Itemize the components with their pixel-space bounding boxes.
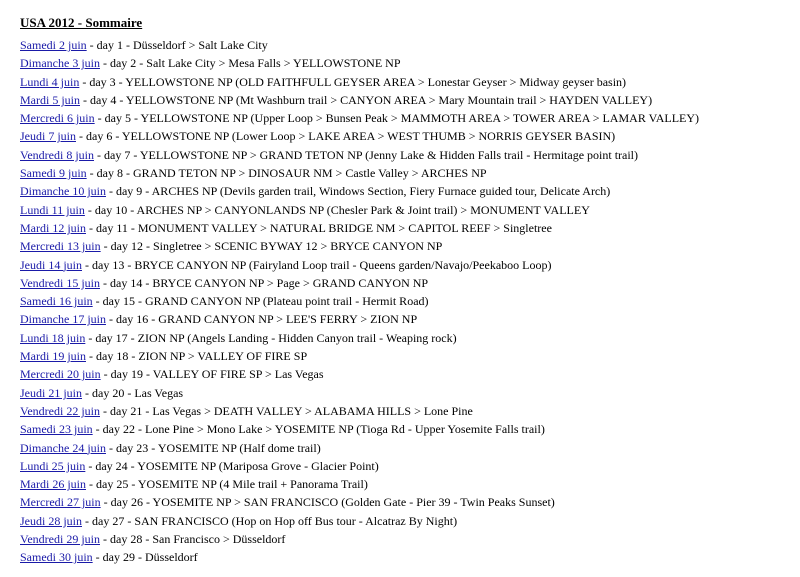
day-description: day 11 - MONUMENT VALLEY > NATURAL BRIDGE NM > CAPITOL REEF > Singletree (96, 220, 552, 235)
day-link[interactable]: Dimanche 3 juin (20, 56, 100, 71)
separator: - (86, 166, 97, 181)
itinerary-list (20, 36, 790, 567)
itinerary-entry (20, 384, 790, 402)
day-description: day 15 - GRAND CANYON NP (Plateau point trail - Hermit Road) (102, 294, 429, 309)
day-description: day 18 - ZION NP > VALLEY OF FIRE SP (96, 349, 308, 364)
separator: - (82, 257, 92, 272)
day-description: day 29 - Düsseldorf (102, 550, 198, 565)
separator: - (92, 294, 103, 309)
day-description: day 5 - YELLOWSTONE NP (Upper Loop > Bunsen Peak > MAMMOTH AREA > TOWER AREA > LAMAR VALLEY) (104, 111, 700, 126)
separator: - (92, 422, 103, 437)
itinerary-entry (20, 310, 790, 328)
day-link[interactable]: Lundi 11 juin (20, 202, 85, 217)
separator: - (100, 532, 110, 547)
separator: - (86, 38, 97, 52)
day-description: day 1 - Düsseldorf > Salt Lake City (96, 38, 268, 52)
separator: - (79, 74, 90, 89)
itinerary-entry (20, 219, 790, 237)
day-link[interactable]: Mardi 19 juin (20, 349, 86, 364)
day-description: day 28 - San Francisco > Düsseldorf (110, 532, 286, 547)
itinerary-entry (20, 475, 790, 493)
day-link[interactable]: Samedi 30 juin (20, 550, 93, 565)
separator: - (86, 349, 96, 364)
itinerary-entry (20, 91, 790, 109)
day-description: day 25 - YOSEMITE NP (4 Mile trail + Panorama Trail) (96, 477, 368, 492)
day-link[interactable]: Jeudi 21 juin (20, 385, 82, 400)
day-description: day 6 - YELLOWSTONE NP (Lower Loop > LAKE AREA > WEST THUMB > NORRIS GEYSER BASIN) (86, 129, 616, 144)
separator: - (86, 220, 96, 235)
separator: - (82, 385, 92, 400)
itinerary-entry (20, 457, 790, 475)
day-link[interactable]: Mercredi 20 juin (20, 367, 101, 382)
itinerary-entry (20, 164, 790, 182)
separator: - (94, 111, 105, 126)
itinerary-entry (20, 347, 790, 365)
itinerary-entry (20, 292, 790, 310)
itinerary-entry (20, 109, 790, 127)
day-link[interactable]: Lundi 25 juin (20, 458, 86, 473)
day-link[interactable]: Vendredi 15 juin (20, 275, 100, 290)
separator: - (100, 239, 111, 254)
itinerary-entry (20, 54, 790, 72)
day-description: day 17 - ZION NP (Angels Landing - Hidden Canyon trail - Weaping rock) (95, 330, 457, 345)
itinerary-entry (20, 182, 790, 200)
day-description: day 9 - ARCHES NP (Devils garden trail, Windows Section, Fiery Furnace guided tour, Delicate Arch) (115, 184, 611, 199)
day-description: day 3 - YELLOWSTONE NP (OLD FAITHFULL GEYSER AREA > Lonestar Geyser > Midway geyser basin) (89, 74, 627, 89)
day-description: day 21 - Las Vegas > DEATH VALLEY > ALABAMA HILLS > Lone Pine (110, 403, 473, 418)
day-link[interactable]: Dimanche 10 juin (20, 184, 106, 199)
day-link[interactable]: Lundi 4 juin (20, 74, 80, 89)
separator: - (76, 129, 86, 144)
itinerary-entry (20, 274, 790, 292)
day-link[interactable]: Samedi 23 juin (20, 422, 93, 437)
day-link[interactable]: Jeudi 14 juin (20, 257, 82, 272)
day-link[interactable]: Samedi 2 juin (20, 38, 87, 52)
day-link[interactable]: Lundi 18 juin (20, 330, 86, 345)
day-link[interactable]: Vendredi 22 juin (20, 403, 100, 418)
day-link[interactable]: Dimanche 17 juin (20, 312, 106, 327)
separator: - (85, 330, 96, 345)
day-link[interactable]: Mercredi 13 juin (20, 239, 101, 254)
itinerary-entry (20, 201, 790, 219)
day-link[interactable]: Samedi 16 juin (20, 294, 93, 309)
separator: - (80, 92, 90, 107)
day-link[interactable]: Samedi 9 juin (20, 166, 87, 181)
itinerary-entry (20, 548, 790, 566)
day-description: day 12 - Singletree > SCENIC BYWAY 12 > BRYCE CANYON NP (110, 239, 443, 254)
day-link[interactable]: Mercredi 27 juin (20, 495, 101, 510)
itinerary-entry (20, 420, 790, 438)
day-description: day 14 - BRYCE CANYON NP > Page > GRAND CANYON NP (110, 275, 429, 290)
separator: - (86, 477, 96, 492)
separator: - (100, 403, 110, 418)
day-description: day 13 - BRYCE CANYON NP (Fairyland Loop trail - Queens garden/Navajo/Peekaboo Loop) (92, 257, 552, 272)
day-link[interactable]: Mardi 5 juin (20, 92, 80, 107)
separator: - (100, 275, 110, 290)
day-link[interactable]: Vendredi 29 juin (20, 532, 100, 547)
day-description: day 22 - Lone Pine > Mono Lake > YOSEMITE NP (Tioga Rd - Upper Yosemite Falls trail) (102, 422, 545, 437)
separator: - (85, 458, 96, 473)
separator: - (100, 367, 111, 382)
day-link[interactable]: Jeudi 28 juin (20, 513, 82, 528)
separator: - (82, 513, 92, 528)
day-description: day 8 - GRAND TETON NP > DINOSAUR NM > Castle Valley > ARCHES NP (96, 166, 487, 181)
itinerary-entry (20, 439, 790, 457)
day-description: day 4 - YELLOWSTONE NP (Mt Washburn trail > CANYON AREA > Mary Mountain trail > HAYDEN VALLEY) (90, 92, 653, 107)
separator: - (94, 147, 104, 162)
day-description: day 26 - YOSEMITE NP > SAN FRANCISCO (Golden Gate - Pier 39 - Twin Peaks Sunset) (110, 495, 555, 510)
day-link[interactable]: Mardi 26 juin (20, 477, 86, 492)
itinerary-entry (20, 36, 790, 54)
separator: - (105, 184, 116, 199)
itinerary-entry (20, 127, 790, 145)
day-link[interactable]: Mardi 12 juin (20, 220, 86, 235)
itinerary-entry (20, 512, 790, 530)
separator: - (99, 56, 110, 71)
itinerary-entry (20, 329, 790, 347)
itinerary-entry (20, 365, 790, 383)
itinerary-entry (20, 146, 790, 164)
separator: - (105, 312, 116, 327)
separator: - (105, 440, 116, 455)
day-description: day 24 - YOSEMITE NP (Mariposa Grove - Glacier Point) (95, 458, 379, 473)
day-link[interactable]: Dimanche 24 juin (20, 440, 106, 455)
day-description: day 16 - GRAND CANYON NP > LEE'S FERRY > ZION NP (115, 312, 418, 327)
itinerary-entry (20, 256, 790, 274)
page-title: USA 2012 - Sommaire (20, 15, 143, 30)
itinerary-entry (20, 402, 790, 420)
itinerary-entry (20, 493, 790, 511)
day-description: day 27 - SAN FRANCISCO (Hop on Hop off Bus tour - Alcatraz By Night) (92, 513, 458, 528)
separator: - (84, 202, 95, 217)
day-description: day 20 - Las Vegas (92, 385, 184, 400)
day-link[interactable]: Jeudi 7 juin (20, 129, 76, 144)
day-link[interactable]: Mercredi 6 juin (20, 111, 95, 126)
day-description: day 10 - ARCHES NP > CANYONLANDS NP (Chesler Park & Joint trail) > MONUMENT VALLEY (94, 202, 590, 217)
itinerary-entry (20, 73, 790, 91)
day-link[interactable]: Vendredi 8 juin (20, 147, 94, 162)
itinerary-entry (20, 237, 790, 255)
day-description: day 19 - VALLEY OF FIRE SP > Las Vegas (110, 367, 324, 382)
separator: - (92, 550, 103, 565)
separator: - (100, 495, 111, 510)
day-description: day 2 - Salt Lake City > Mesa Falls > YELLOWSTONE NP (109, 56, 401, 71)
itinerary-entry (20, 530, 790, 548)
day-description: day 7 - YELLOWSTONE NP > GRAND TETON NP (Jenny Lake & Hidden Falls trail - Hermitage point trail) (104, 147, 639, 162)
day-description: day 23 - YOSEMITE NP (Half dome trail) (115, 440, 321, 455)
document-page (20, 14, 790, 567)
